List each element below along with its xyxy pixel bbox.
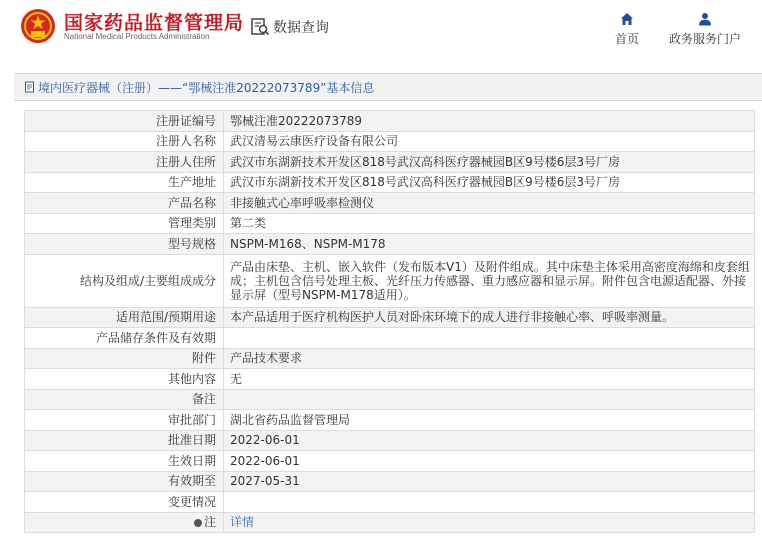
- field-value: NSPM-M168、NSPM-M178: [224, 234, 755, 255]
- field-label: 注册人名称: [25, 131, 224, 152]
- field-value: 武汉市东湖新技术开发区818号武汉高科医疗器械园B区9号楼6层3号厂房: [224, 172, 755, 193]
- field-label: 生产地址: [25, 172, 224, 193]
- field-label: 注册证编号: [25, 111, 224, 132]
- data-query-label: 数据查询: [273, 20, 329, 36]
- details-link[interactable]: 详情: [224, 512, 755, 533]
- table-row: [25, 410, 755, 431]
- field-label: 产品储存条件及有效期: [25, 328, 224, 349]
- table-row: [25, 512, 755, 533]
- user-icon: [698, 12, 712, 26]
- table-row: [25, 348, 755, 369]
- table-row: [25, 451, 755, 472]
- table-row: [25, 471, 755, 492]
- table-row: [25, 328, 755, 349]
- data-query-link[interactable]: [250, 16, 329, 38]
- field-label: 型号规格: [25, 234, 224, 255]
- field-value: [224, 492, 755, 513]
- table-row: [25, 254, 755, 307]
- field-value: 非接触式心率呼吸率检测仪: [224, 193, 755, 214]
- breadcrumb: [14, 73, 762, 101]
- table-row: [25, 234, 755, 255]
- field-value: 鄂械注准20222073789: [224, 111, 755, 132]
- field-value: 2022-06-01: [224, 430, 755, 451]
- field-value: 第二类: [224, 213, 755, 234]
- site-title[interactable]: 国家药品监督管理局: [64, 12, 245, 34]
- field-value: 武汉市东湖新技术开发区818号武汉高科医疗器械园B区9号楼6层3号厂房: [224, 152, 755, 173]
- field-label: 备注: [25, 389, 224, 410]
- table-row: [25, 389, 755, 410]
- table-row: [25, 430, 755, 451]
- document-icon: [24, 81, 36, 93]
- field-label: 审批部门: [25, 410, 224, 431]
- table-row: [25, 172, 755, 193]
- field-value: 2027-05-31: [224, 471, 755, 492]
- national-emblem-icon: [20, 8, 56, 44]
- field-label: 变更情况: [25, 492, 224, 513]
- field-label: 结构及组成/主要组成成分: [25, 254, 224, 307]
- home-icon: [620, 12, 634, 26]
- table-row: [25, 492, 755, 513]
- field-value: 2022-06-01: [224, 451, 755, 472]
- field-value: 本产品适用于医疗机构医护人员对卧床环境下的成人进行非接触心率、呼吸率测量。: [224, 307, 755, 328]
- field-value: 产品技术要求: [224, 348, 755, 369]
- field-value: 湖北省药品监督管理局: [224, 410, 755, 431]
- field-label: 批准日期: [25, 430, 224, 451]
- field-value: 产品由床垫、主机、嵌入软件（发布版本V1）及附件组成。其中床垫主体采用高密度海绵和皮套组成；主机包含信号处理主板、光纤压力传感器、重力感应器和显示屏。附件包含电源适配器、外接显示屏（型号NSPM-M178适用）。: [224, 254, 755, 307]
- field-value: 武汉清易云康医疗设备有限公司: [224, 131, 755, 152]
- field-value: 无: [224, 369, 755, 390]
- nav-home[interactable]: [597, 12, 657, 47]
- field-label: 产品名称: [25, 193, 224, 214]
- nav-portal-label: 政务服务门户: [668, 32, 741, 46]
- data-query-icon: [250, 17, 270, 37]
- field-label-text: 注: [203, 515, 216, 530]
- table-row: [25, 369, 755, 390]
- table-row: [25, 152, 755, 173]
- site-header: [0, 0, 762, 58]
- field-label: [25, 512, 224, 533]
- field-label: 附件: [25, 348, 224, 369]
- field-label: 其他内容: [25, 369, 224, 390]
- field-label: 有效期至: [25, 471, 224, 492]
- table-row: [25, 307, 755, 328]
- nav-service-portal[interactable]: [668, 12, 742, 47]
- field-label: 管理类别: [25, 213, 224, 234]
- registration-detail-table: [24, 110, 755, 533]
- field-value: [224, 389, 755, 410]
- table-row: [25, 111, 755, 132]
- table-row: [25, 213, 755, 234]
- nav-home-label: 首页: [614, 32, 639, 46]
- field-label: 生效日期: [25, 451, 224, 472]
- site-subtitle: National Medical Products Administration: [64, 32, 210, 41]
- table-row: [25, 131, 755, 152]
- field-label: 适用范围/预期用途: [25, 307, 224, 328]
- bullet-icon: [194, 519, 202, 527]
- table-row: [25, 193, 755, 214]
- field-label: 注册人住所: [25, 152, 224, 173]
- field-value: [224, 328, 755, 349]
- breadcrumb-text: 境内医疗器械（注册）——“鄂械注准20222073789”基本信息: [38, 80, 375, 95]
